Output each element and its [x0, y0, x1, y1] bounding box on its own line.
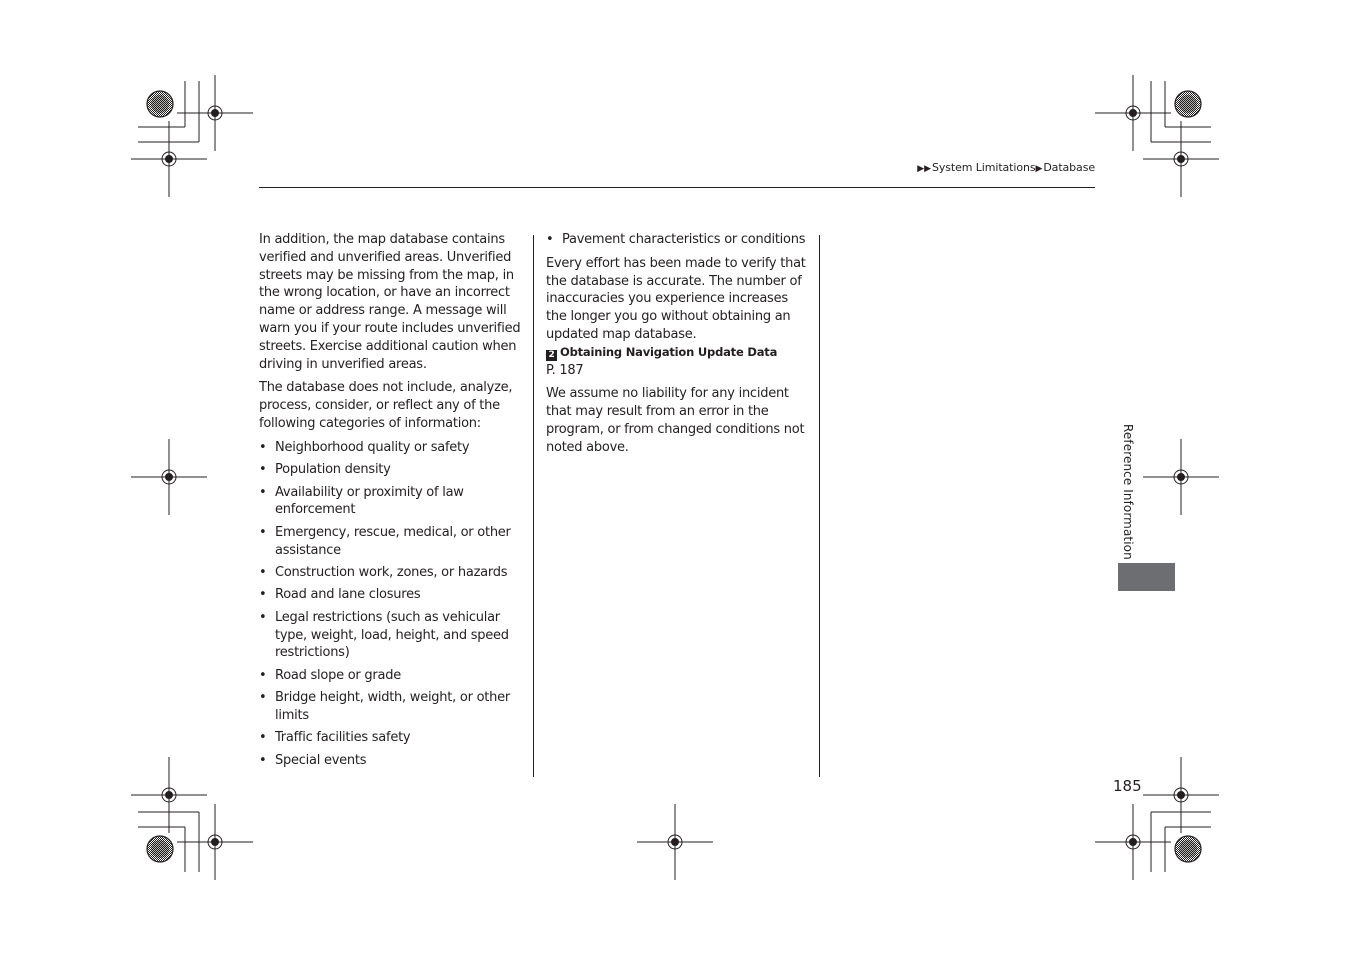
cross-reference-icon: 2: [546, 350, 557, 361]
registration-target-icon: [177, 804, 253, 880]
list-item: [259, 667, 525, 685]
breadcrumb-arrow-icon: ▶▶: [917, 164, 931, 174]
section-side-label: Reference Information: [1121, 424, 1135, 560]
list-item-text: Road and lane closures: [275, 587, 421, 603]
registration-target-icon: [131, 439, 207, 515]
cross-reference-page[interactable]: P. 187: [546, 362, 584, 378]
bullet-icon: •: [259, 667, 267, 683]
list-item: [259, 461, 525, 479]
page-number: 185: [1113, 777, 1142, 795]
list-item-text: Pavement characteristics or conditions: [562, 232, 806, 247]
list-item: [259, 689, 525, 725]
bullet-icon: •: [259, 730, 267, 746]
header-rule: [259, 187, 1095, 188]
registration-target-icon: [1143, 439, 1219, 515]
list-item-text: Neighborhood quality or safety: [275, 439, 470, 455]
list-item-text: Population density: [275, 462, 391, 478]
color-bar-icon: [1175, 91, 1201, 117]
list-item-text: Traffic facilities safety: [275, 730, 411, 746]
bullet-icon: •: [259, 462, 267, 478]
breadcrumb-section[interactable]: System Limitations: [931, 161, 1036, 174]
bullet-icon: •: [259, 690, 267, 706]
accuracy-paragraph: Every effort has been made to verify that the database is accurate. The number of inaccuracies you experience increases the longer you go without obtaining an updated map database.: [546, 255, 806, 342]
registration-target-icon: [637, 804, 713, 880]
column-1: [259, 231, 525, 774]
cross-reference-link[interactable]: [546, 344, 812, 362]
registration-target-icon: [177, 75, 253, 151]
list-item: [259, 752, 525, 770]
exclusions-paragraph: The database does not include, analyze, process, consider, or reflect any of the following categories of information:: [259, 380, 513, 431]
list-item: [259, 586, 525, 604]
list-item: [259, 609, 525, 662]
registration-target-icon: [1143, 757, 1219, 833]
registration-target-icon: [1143, 121, 1219, 197]
list-item: [259, 484, 525, 520]
liability-paragraph: We assume no liability for any incident that may result from an error in the program, or from changed conditions not noted above.: [546, 386, 805, 455]
registration-target-icon: [131, 121, 207, 197]
registration-target-icon: [1095, 75, 1171, 151]
list-item-text: Construction work, zones, or hazards: [275, 564, 508, 580]
section-index-tab: [1118, 563, 1175, 591]
registration-target-icon: [1095, 804, 1171, 880]
breadcrumb-page: Database: [1043, 161, 1095, 174]
list-item-text: Bridge height, width, weight, or other limits: [275, 690, 510, 723]
intro-paragraph: In addition, the map database contains verified and unverified areas. Unverified streets may be missing from the map, in the wrong location, or have an incorrect name or address range. A message will warn you if your route includes unverified streets. Exercise additional caution when driving in unverified areas.: [259, 232, 521, 372]
exclusions-list: [259, 439, 525, 770]
bullet-icon: •: [259, 484, 267, 500]
column-divider: [819, 235, 820, 777]
bullet-icon: •: [259, 587, 267, 603]
bullet-icon: •: [546, 232, 554, 247]
column-2: [546, 231, 812, 463]
bullet-icon: •: [259, 752, 267, 768]
registration-target-icon: [131, 757, 207, 833]
breadcrumb-arrow-icon: ▶: [1035, 164, 1043, 174]
list-item: [259, 564, 525, 582]
list-item-text: Road slope or grade: [275, 667, 401, 683]
bullet-icon: •: [259, 609, 267, 625]
color-bar-icon: [147, 836, 173, 862]
list-item-text: Special events: [275, 752, 367, 768]
list-item-text: Legal restrictions (such as vehicular type, weight, load, height, and speed restrictions): [275, 609, 509, 661]
list-item: [259, 524, 525, 560]
list-item: [546, 231, 812, 249]
list-item-text: Availability or proximity of law enforcement: [275, 484, 464, 518]
bullet-icon: •: [259, 439, 267, 455]
color-bar-icon: [1175, 836, 1201, 862]
bullet-icon: •: [259, 524, 267, 540]
color-bar-icon: [147, 91, 173, 117]
bullet-icon: •: [259, 564, 267, 580]
list-item: [259, 439, 525, 457]
column-divider: [533, 235, 534, 777]
exclusions-list-continued: [546, 231, 812, 249]
list-item-text: Emergency, rescue, medical, or other assistance: [275, 524, 511, 558]
list-item: [259, 729, 525, 747]
cross-reference-title[interactable]: Obtaining Navigation Update Data: [560, 344, 778, 359]
breadcrumb: [917, 161, 1095, 174]
